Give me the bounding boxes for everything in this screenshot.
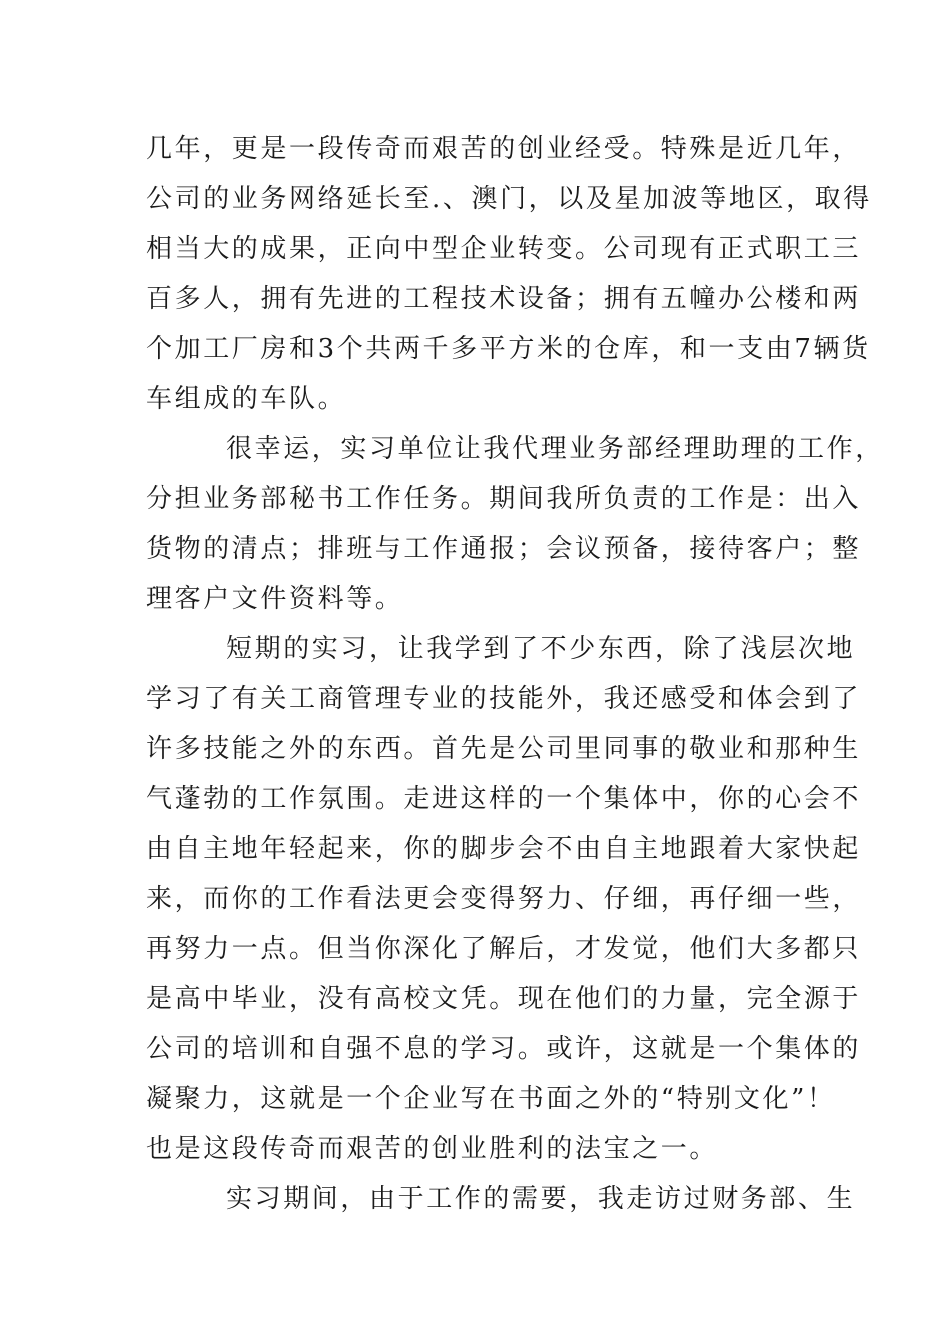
text-line: 很幸运，实习单位让我代理业务部经理助理的工作，	[226, 434, 884, 464]
text-line: 货物的清点；排班与工作通报；会议预备，接待客户；整	[146, 534, 862, 564]
text-line: 也是这段传奇而艰苦的创业胜利的法宝之一。	[146, 1134, 719, 1164]
text-line: 气蓬勃的工作氛围。走进这样的一个集体中，你的心会不	[146, 784, 862, 814]
text-line: 由自主地年轻起来，你的脚步会不由自主地跟着大家快起	[146, 834, 862, 864]
text-line: 个加工厂房和3个共两千多平方米的仓库，和一支由7辆货	[146, 334, 871, 364]
text-line: 车组成的车队。	[146, 384, 347, 414]
text-line: 公司的培训和自强不息的学习。或许，这就是一个集体的	[146, 1034, 862, 1064]
text-line: 百多人，拥有先进的工程技术设备；拥有五幢办公楼和两	[146, 284, 862, 314]
body-text	[146, 124, 884, 1224]
text-line: 是高中毕业，没有高校文凭。现在他们的力量，完全源于	[146, 984, 862, 1014]
text-line: 来，而你的工作看法更会变得努力、仔细，再仔细一些，	[146, 884, 862, 914]
text-line: 分担业务部秘书工作任务。期间我所负责的工作是：出入	[146, 484, 862, 514]
text-line: 几年，更是一段传奇而艰苦的创业经受。特殊是近几年，	[146, 134, 862, 164]
text-line: 凝聚力，这就是一个企业写在书面之外的“特别文化”！	[146, 1084, 836, 1114]
text-line: 实习期间，由于工作的需要，我走访过财务部、生	[226, 1184, 856, 1214]
text-line: 公司的业务网络延长至.、澳门，以及星加波等地区，取得	[146, 184, 872, 214]
text-line: 短期的实习，让我学到了不少东西，除了浅层次地	[226, 634, 856, 664]
text-line: 许多技能之外的东西。首先是公司里同事的敬业和那种生	[146, 734, 862, 764]
text-line: 学习了有关工商管理专业的技能外，我还感受和体会到了	[146, 684, 862, 714]
text-line: 再努力一点。但当你深化了解后，才发觉，他们大多都只	[146, 934, 862, 964]
text-line: 相当大的成果，正向中型企业转变。公司现有正式职工三	[146, 234, 862, 264]
text-line: 理客户文件资料等。	[146, 584, 404, 614]
